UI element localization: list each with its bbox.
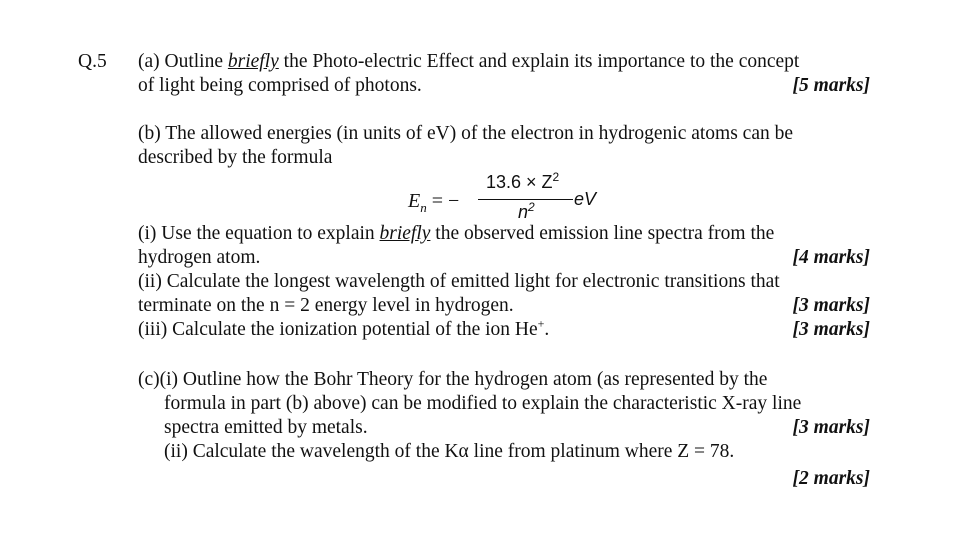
part-a-text: (a) Outline <box>138 51 228 72</box>
fraction-bar <box>478 199 573 200</box>
part-b-ii-line-2: terminate on the n = 2 energy level in hydrogen. <box>138 295 514 316</box>
part-a-marks: [5 marks] <box>792 75 870 96</box>
energy-formula <box>408 168 628 228</box>
formula-lhs: $E_n$ = − <box>408 190 460 215</box>
formula-denominator: $n^2$ <box>518 200 535 222</box>
part-c-i-line-2: formula in part (b) above) can be modified to explain the characteristic X-ray line <box>164 393 802 414</box>
part-b-i-line-2: hydrogen atom. <box>138 247 261 268</box>
part-c-i-marks: [3 marks] <box>792 417 870 438</box>
part-a-text-cont: the Photo-electric Effect and explain its importance to the concept <box>278 51 800 72</box>
part-c-ii-line: (ii) Calculate the wavelength of the Kα line from platinum where Z = 78. <box>164 441 735 462</box>
part-c-ii-marks: [2 marks] <box>792 468 870 489</box>
part-b-iii-line: (iii) Calculate the ionization potential of the ion He+. <box>138 316 550 340</box>
part-c-i-line-3: spectra emitted by metals. <box>164 417 368 438</box>
part-b-iii-marks: [3 marks] <box>792 319 870 340</box>
part-b-ii-line-1: (ii) Calculate the longest wavelength of emitted light for electronic transitions that <box>138 271 780 292</box>
formula-numerator: $13.6 \times Z^2$ <box>486 170 560 192</box>
part-b-i-marks: [4 marks] <box>792 247 870 268</box>
part-b-i-line-1: (i) Use the equation to explain briefly the observed emission line spectra from the <box>138 223 775 244</box>
part-b-ii-marks: [3 marks] <box>792 295 870 316</box>
part-c-i-line-1: (c)(i) Outline how the Bohr Theory for the hydrogen atom (as represented by the <box>138 369 768 390</box>
emphasis-briefly: briefly <box>227 51 279 72</box>
emphasis-briefly: briefly <box>379 223 431 244</box>
part-a-line-2: of light being comprised of photons. <box>138 75 422 96</box>
part-a-line-1 <box>138 50 799 74</box>
part-b-intro-line-1: (b) The allowed energies (in units of eV) of the electron in hydrogenic atoms can be <box>138 123 794 144</box>
formula-unit: eV <box>574 189 597 209</box>
question-number: Q.5 <box>78 51 107 72</box>
part-b-intro-line-2: described by the formula <box>138 147 333 168</box>
